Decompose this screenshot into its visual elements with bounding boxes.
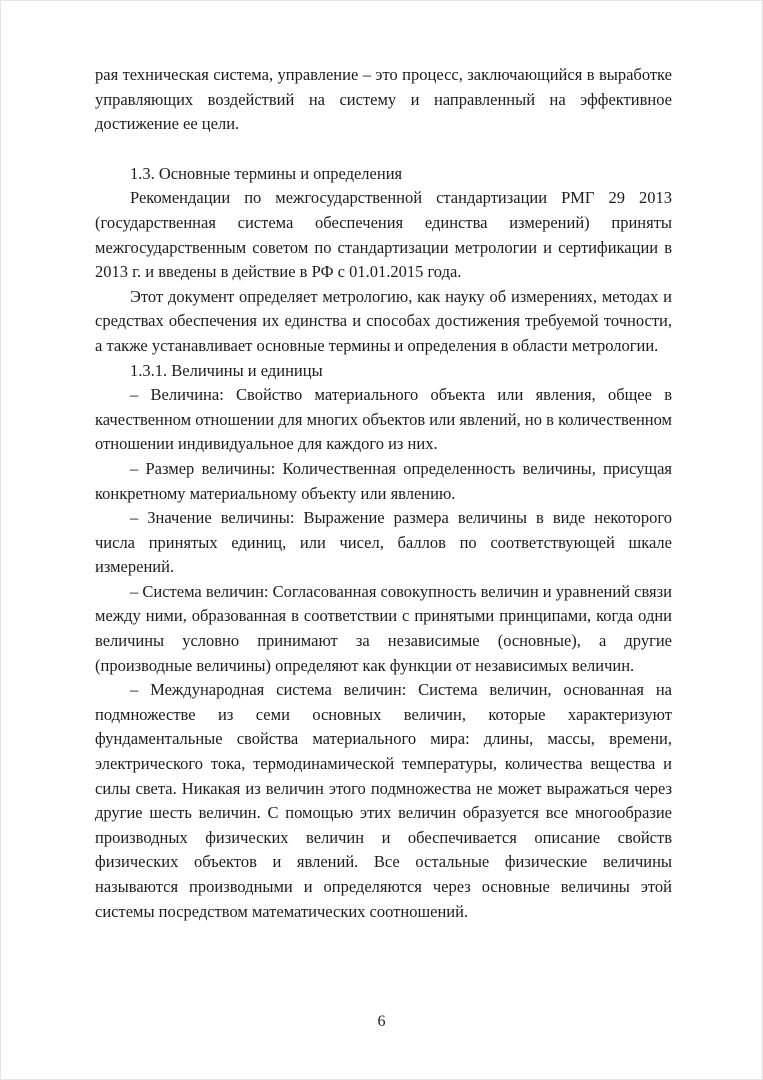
paragraph: – Размер величины: Количественная определенность величины, присущая конкретному материальному объекту или явлению. bbox=[95, 458, 672, 503]
paragraph: – Система величин: Согласованная совокупность величин и уравнений связи между ними, образованная в соответствии с принятыми принципами, когда одни величины условно принимают за независимые (основные), а другие (производные величины) определяют как функции от независимых величин. bbox=[95, 581, 672, 675]
section-heading: 1.3. Основные термины и определения bbox=[130, 163, 403, 183]
paragraph: – Значение величины: Выражение размера величины в виде некоторого числа принятых единиц, или чисел, баллов по соответствующей шкале измерений. bbox=[95, 508, 672, 577]
paragraph: – Международная система величин: Система величин, основанная на подмножестве из семи основных величин, которые характеризуют фундаментальные свойства материального мира: длины, массы, времени, электрического тока, термодинамической температуры, количества вещества и силы света. Никакая из величин этого подмножества не может выражаться через другие шесть величин. С помощью этих величин образуется все многообразие производных физических величин и обеспечивается описание свойств физических объектов и явлений. Все остальные физические величины называются производными и определяются через основные величины этой системы посредством математических соотношений. bbox=[95, 680, 672, 921]
paragraph: Рекомендации по межгосударственной стандартизации РМГ 29 2013 (государственная система обеспечения единства измерений) приняты межгосударственным советом по стандартизации метрологии и сертификации в 2013 г. и введены в действие в РФ с 01.01.2015 года. bbox=[95, 188, 672, 282]
page-footer bbox=[1, 1009, 762, 1035]
paragraph: Этот документ определяет метрологию, как науку об измерениях, методах и средствах обеспечения их единства и способах достижения требуемой точности, а также устанавливает основные термины и определения в области метрологии. bbox=[95, 286, 672, 355]
page-content bbox=[95, 63, 672, 924]
section-heading: 1.3.1. Величины и единицы bbox=[130, 360, 323, 380]
paragraph: – Величина: Свойство материального объекта или явления, общее в качественном отношении для многих объектов или явлений, но в количественном отношении индивидуальное для каждого из них. bbox=[95, 385, 672, 454]
paragraph: рая техническая система, управление – это процесс, заключающийся в выработке управляющих воздействий на систему и направленный на эффективное достижение ее цели. bbox=[95, 65, 672, 134]
page-number: 6 bbox=[377, 1013, 386, 1031]
